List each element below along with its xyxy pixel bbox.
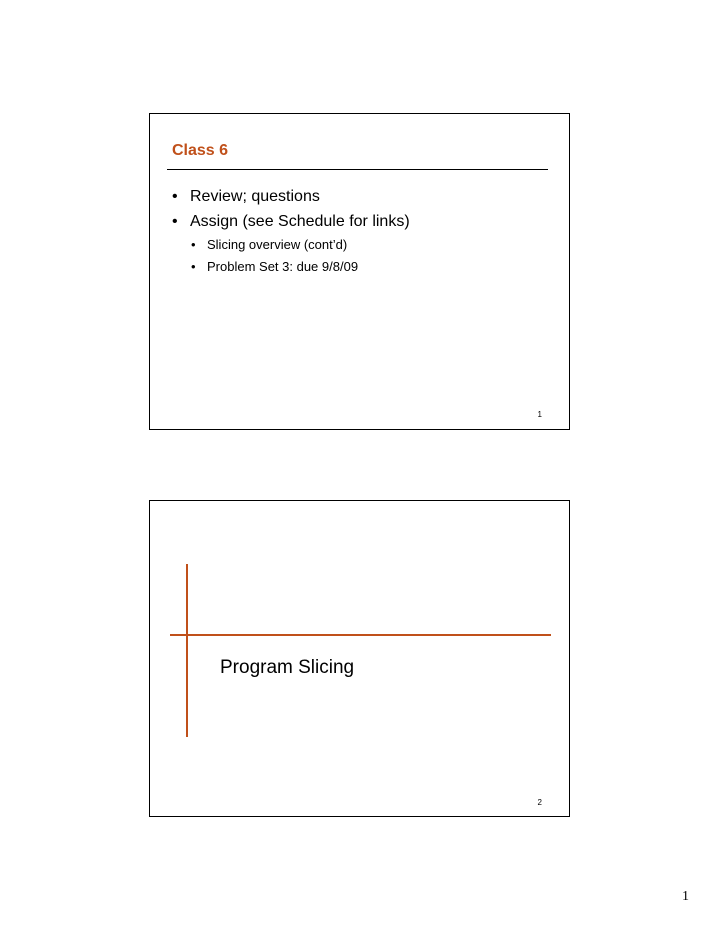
bullet-text: Review; questions (190, 188, 320, 205)
page-number: 1 (682, 889, 689, 904)
sub-bullet-item (172, 256, 358, 278)
slide-title: Class 6 (172, 142, 229, 159)
bullet-icon: • (172, 188, 178, 205)
sub-bullet-text: Slicing overview (cont’d) (207, 237, 348, 252)
accent-vertical-line (186, 564, 188, 737)
accent-horizontal-line (170, 634, 551, 636)
sub-bullet-text: Problem Set 3: due 9/8/09 (207, 259, 359, 274)
sub-bullet-icon: • (191, 237, 196, 252)
slide-number: 1 (537, 410, 542, 419)
section-title: Program Slicing (220, 657, 355, 678)
bullet-icon: • (172, 213, 178, 230)
sub-bullet-item (172, 234, 358, 256)
slide-2 (149, 500, 570, 817)
slide-1 (149, 113, 570, 430)
title-divider (167, 169, 548, 170)
bullet-item (172, 184, 410, 209)
slide-number: 2 (537, 798, 542, 807)
bullet-text: Assign (see Schedule for links) (190, 213, 410, 230)
sub-bullet-icon: • (191, 259, 196, 274)
bullet-list (172, 184, 410, 234)
bullet-item (172, 209, 410, 234)
sub-bullet-list (172, 234, 358, 278)
